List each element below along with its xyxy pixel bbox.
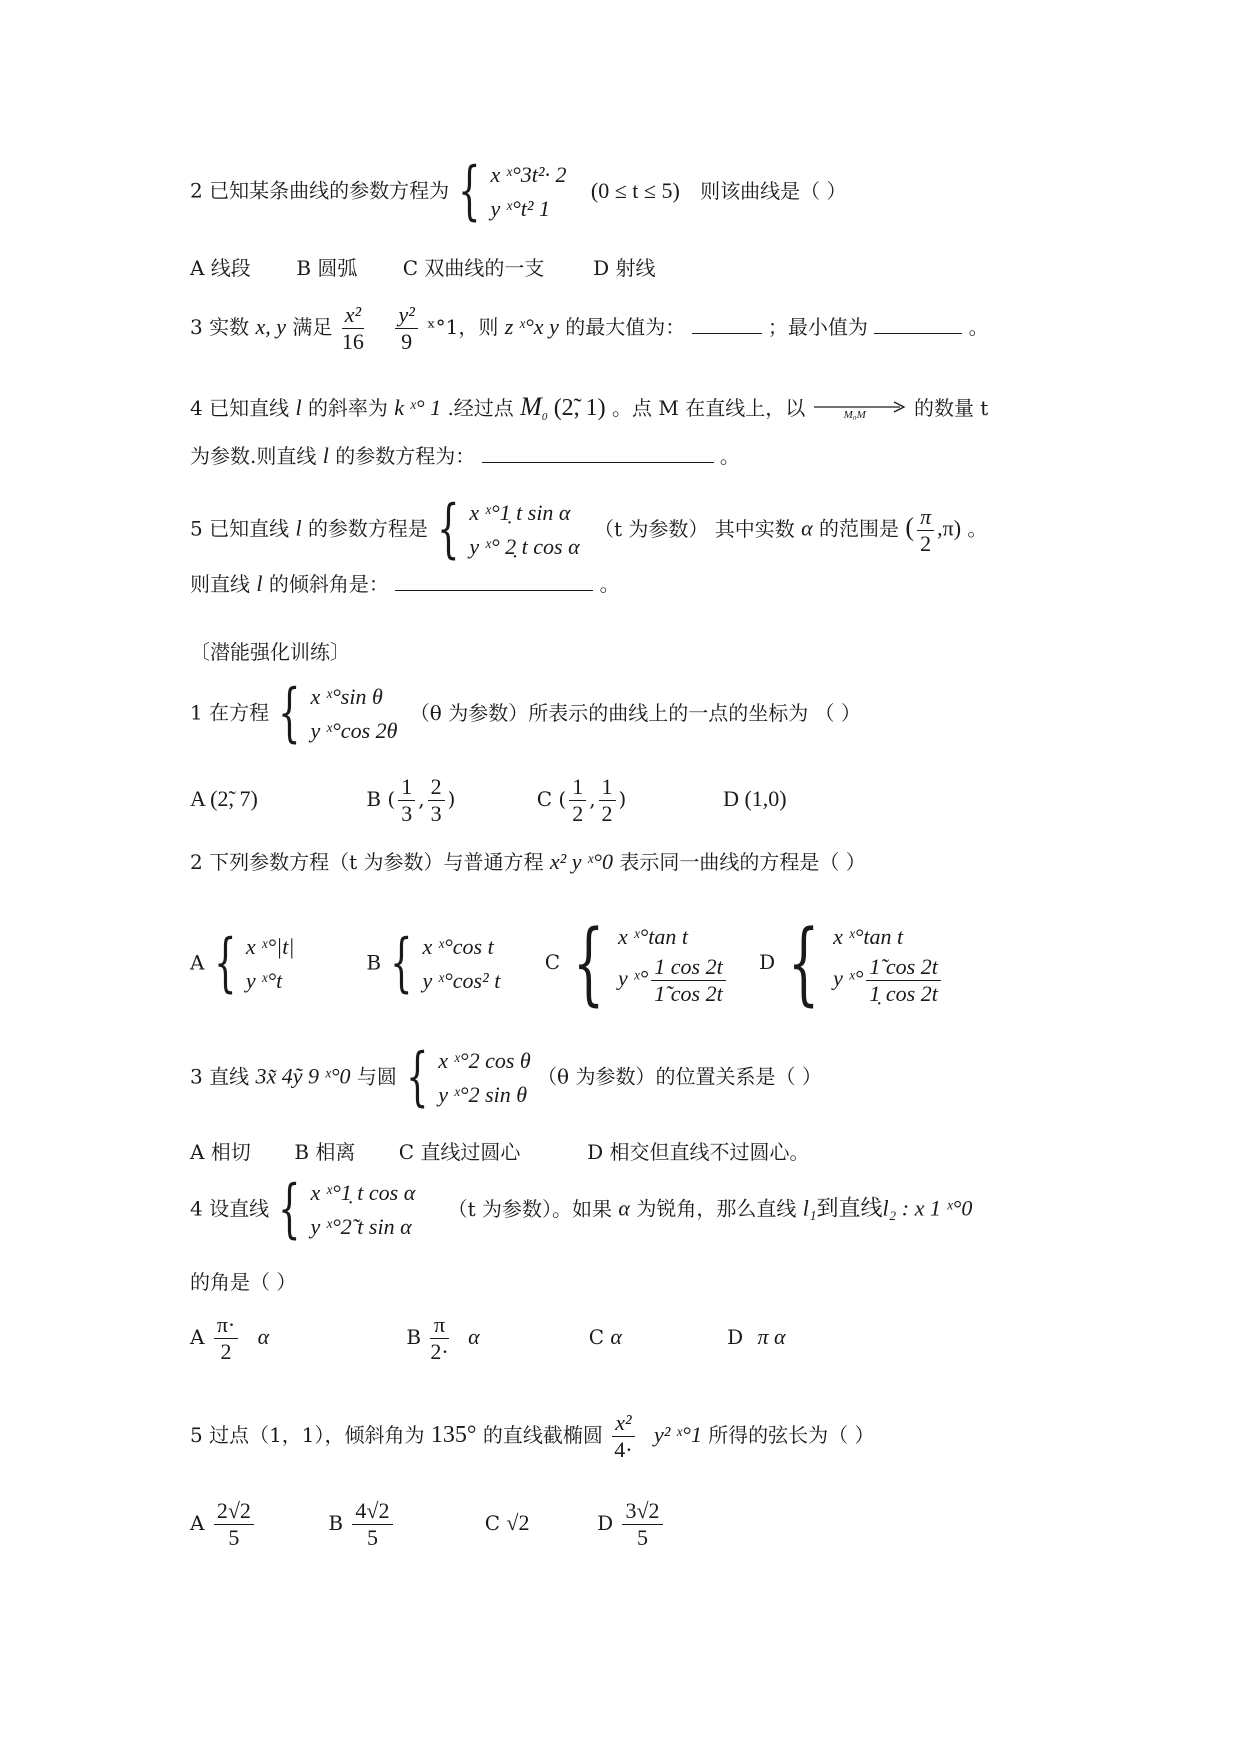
practice-2-text: 2 下列参数方程（t 为参数）与普通方程 (190, 850, 544, 874)
practice-4-options (190, 1312, 786, 1365)
left-brace-icon: { (406, 1040, 429, 1115)
left-brace-icon: { (573, 910, 605, 1016)
option-c[interactable]: C √2 (484, 1510, 530, 1535)
practice-4-tail: （t 为参数）。如果 (447, 1196, 613, 1221)
question-4-text: 4 已知直线 (190, 396, 290, 420)
option-b[interactable]: B $\frac{4√2}{5}$ (328, 1498, 478, 1551)
parametric-system (311, 1176, 416, 1244)
answer-blank[interactable] (482, 462, 714, 463)
question-2 (190, 154, 847, 229)
practice-1-options (190, 774, 787, 827)
practice-3-text: 3 直线 (190, 1064, 250, 1089)
option-d[interactable]: D π α (727, 1324, 786, 1349)
question-4-rest: 。点 M 在直线上，以 (612, 396, 806, 420)
equation: x² y ˣ°0 (549, 849, 613, 874)
period: 。 (599, 572, 620, 596)
question-4 (190, 392, 988, 423)
option-c[interactable]: C ( $\frac{1}{2}$ , $\frac{1}{2}$ ) (536, 774, 627, 826)
angle-value: 135° (430, 1422, 477, 1448)
practice-3 (190, 1040, 822, 1115)
left-brace-icon: { (278, 676, 302, 751)
practice-2-tail: 表示同一曲线的方程是（ ） (619, 850, 866, 874)
parametric-system (491, 158, 567, 226)
question-5-line2-tail: 的倾斜角是： (268, 572, 389, 596)
period: 。 (967, 516, 988, 541)
option-c[interactable]: C { x ˣ°tan t y ˣ° $\frac{1 \cos 2t}{1̃ \cos 2t}$ (545, 920, 753, 1007)
practice-1-text: 1 在方程 (190, 700, 270, 725)
to-label: 到直线 (816, 1196, 883, 1222)
fraction: $\frac{\text{x²}}{4\cdot}$ (612, 1410, 634, 1463)
option-a[interactable]: A $\frac{2√2}{5}$ (190, 1498, 322, 1551)
question-3-mid: 满足 (292, 315, 333, 339)
practice-3-mid: 与圆 (356, 1064, 397, 1089)
option-a[interactable]: A 线段 (190, 256, 251, 280)
option-a[interactable]: A { x ˣ°|t| y ˣ°t (190, 925, 295, 1000)
max-blank[interactable] (692, 333, 762, 334)
practice-2-options (190, 910, 944, 1016)
option-d[interactable]: D 射线 (593, 256, 656, 280)
question-4-mid: 的斜率为 (307, 396, 388, 420)
question-3-text: 3 实数 (190, 315, 250, 339)
practice-5 (190, 1410, 875, 1463)
objective-expression: z ˣ°x y (504, 314, 559, 339)
fraction: $\frac{\text{y²}}{9}$ (395, 302, 417, 355)
option-a[interactable]: A $\frac{\pi\cdot}{2}$ α (190, 1312, 270, 1364)
option-a[interactable]: A 相切 (190, 1140, 251, 1164)
point-coordinates: (2̃, 1) (553, 395, 606, 421)
practice-1-tail: （θ 为参数）所表示的曲线上的一点的坐标为 （ ） (409, 700, 861, 725)
practice-4 (190, 1172, 973, 1247)
equation-line: x ˣ°1̣ t cos α (310, 1180, 416, 1205)
practice-3-options (190, 1136, 809, 1165)
question-2-options (190, 252, 655, 281)
option-d[interactable]: D $\frac{3√2}{5}$ (597, 1498, 665, 1551)
practice-5-tail: 所得的弦长为（ ） (708, 1423, 875, 1447)
line-symbol: l (295, 395, 302, 420)
option-c[interactable]: C 双曲线的一支 (402, 256, 545, 280)
left-brace-icon: { (788, 910, 820, 1016)
practice-4-tail2: 为锐角，那么直线 (636, 1196, 797, 1221)
option-a[interactable]: A (2̃, 7) (190, 786, 258, 811)
point-symbol: M (520, 392, 542, 421)
equation-line: x ˣ°3t²· 2 (490, 162, 567, 187)
question-4-line2-tail: 的参数方程为： (335, 444, 476, 468)
point-subscript: 0 (541, 411, 548, 423)
practice-5-mid: 的直线截椭圆 (482, 1423, 603, 1447)
practice-2 (190, 846, 866, 875)
practice-5-options (190, 1498, 666, 1551)
option-d[interactable]: D 相交但直线不过圆心。 (587, 1140, 810, 1164)
variables: x, y (255, 314, 286, 339)
question-3 (190, 302, 989, 355)
equation-line: y ˣ°t² 1 (490, 196, 551, 221)
question-5-text: 5 已知直线 (190, 516, 290, 541)
left-brace-icon: { (213, 925, 237, 1000)
parametric-system (311, 680, 398, 748)
period: 。 (719, 444, 740, 468)
question-4-line2-text: 为参数.则直线 (190, 444, 317, 468)
practice-1 (190, 676, 861, 751)
range-label: 的范围是 (819, 516, 900, 541)
option-d[interactable]: D (1,0) (723, 786, 787, 811)
vector-arrow-icon (812, 399, 908, 421)
min-blank[interactable] (874, 333, 962, 334)
option-c[interactable]: C 直线过圆心 (398, 1140, 521, 1164)
option-b[interactable]: B { x ˣ°cos t y ˣ°cos² t (366, 925, 501, 1000)
fraction: $\frac{\text{x²}}{16}$ (341, 302, 364, 354)
practice-4-line2: 的角是（ ） (190, 1270, 297, 1294)
question-5-line2 (190, 568, 620, 597)
question-4-rest2: 的数量 t (913, 396, 989, 420)
option-b[interactable]: B 圆弧 (296, 256, 358, 280)
equation-line: y ˣ°cos 2θ (310, 718, 398, 743)
question-4-pass: .经过点 (447, 396, 514, 420)
left-brace-icon: { (437, 492, 460, 567)
practice-5-text: 5 过点（1，1），倾斜角为 (190, 1423, 425, 1447)
fraction: $\frac{\pi}{2}$ (917, 504, 934, 557)
question-2-text: 2 已知某条曲线的参数方程为 (190, 178, 450, 203)
practice-4-text: 4 设直线 (190, 1196, 270, 1221)
parametric-system (438, 1044, 530, 1112)
option-b[interactable]: B ( $\frac{1}{3}$ , $\frac{2}{3}$ ) (366, 774, 456, 826)
equation-line: x ˣ°2 cos θ (438, 1048, 531, 1073)
equation-line: y ˣ° 2̣ t cos α (469, 534, 580, 559)
left-brace-icon: { (390, 925, 413, 1000)
equation-rhs: ˣ°1，则 (427, 315, 499, 339)
left-brace-icon: { (458, 154, 482, 229)
question-5-mid: 的参数方程是 (307, 516, 428, 541)
option-d[interactable]: D { x ˣ°tan t y ˣ° $\frac{1̃ \cos 2t}{1̣ \cos 2t}$ (759, 920, 944, 1007)
equation-line: y ˣ°2 sin θ (438, 1082, 528, 1107)
parameter-note: （t 为参数） 其中实数 (594, 516, 795, 541)
parametric-system (469, 496, 579, 564)
alpha-symbol: α (801, 515, 813, 541)
vector-label: M₀M (843, 408, 866, 421)
period: 。 (968, 315, 989, 339)
range-tail: ,π) (937, 515, 962, 541)
alpha-symbol: α (618, 1195, 630, 1221)
question-5-line2-text: 则直线 (190, 572, 250, 596)
option-c[interactable]: C α (588, 1324, 622, 1349)
line-symbol: l (322, 443, 329, 468)
line-2-equation: l₂ : x 1 ˣ°0 (882, 1195, 973, 1221)
question-5: 5 已知直线 l 的参数方程是 { x ˣ°1̣ t sin α y ˣ° 2̣ t cos α （t 为参数） 其中实数 α 的范围是 ( $\frac{\pi}{2}$ ,π) 。 (190, 492, 988, 567)
answer-blank[interactable] (395, 590, 593, 591)
equation-line: y ˣ°2̃ t sin α (310, 1214, 412, 1239)
min-label: ；最小值为 (767, 315, 868, 339)
line-equation: 3x̃ 4ỹ 9 ˣ°0 (255, 1063, 351, 1089)
slope-expression: k ˣ° 1 (394, 395, 442, 420)
parameter-range: (0 ≤ t ≤ 5) (590, 177, 680, 203)
option-b[interactable]: B $\frac{\pi}{2\cdot}$ α (406, 1312, 480, 1364)
equation-line: x ˣ°1̣ t sin α (469, 500, 571, 525)
question-4-line2 (190, 440, 740, 469)
line-1-symbol: l₁ (802, 1195, 817, 1221)
ellipse-equation: y² ˣ°1 (653, 1422, 702, 1447)
equation-line: x ˣ°sin θ (310, 684, 383, 709)
option-b[interactable]: B 相离 (294, 1140, 356, 1164)
left-brace-icon: { (278, 1172, 302, 1247)
line-symbol: l (295, 515, 302, 541)
question-2-tail: 则该曲线是（ ） (700, 178, 847, 203)
practice-3-tail: （θ 为参数）的位置关系是（ ） (537, 1064, 822, 1089)
line-symbol: l (256, 571, 263, 596)
max-label: 的最大值为： (565, 315, 686, 339)
section-heading: 〔潜能强化训练〕 (190, 640, 350, 664)
